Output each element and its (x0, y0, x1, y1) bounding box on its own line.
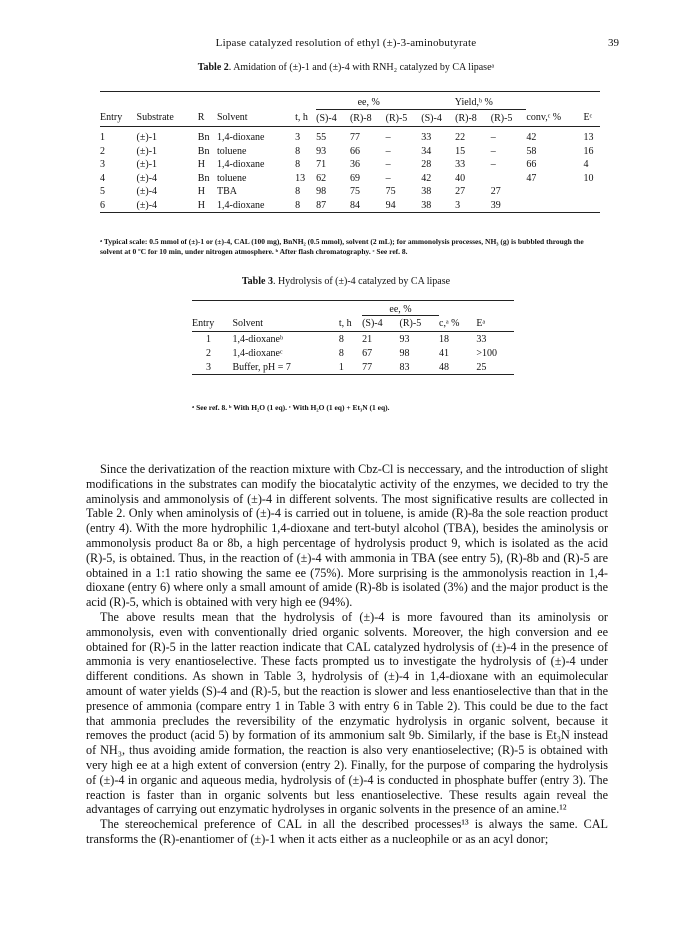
table-cell: – (490, 145, 496, 157)
table-cell: 67 (362, 347, 373, 359)
table-cell: 1 (206, 333, 211, 345)
page-number: 39 (608, 37, 619, 49)
table-cell: 84 (350, 199, 386, 213)
table-cell: – (385, 172, 391, 184)
table-cell: 1 (338, 361, 344, 373)
table-cell: (±)-4 (137, 199, 198, 213)
table-cell: 66 (349, 145, 360, 157)
table-cell: 8 (295, 186, 301, 198)
table-cell: 13 (295, 172, 306, 184)
table-cell: 1,4-dioxane (216, 159, 265, 171)
table2-col-header: R (198, 110, 217, 127)
table3-col-header: (R)-5 (400, 316, 439, 332)
table-cell: Bn (197, 145, 210, 157)
table-cell: 83 (399, 361, 410, 373)
table3-header-row (192, 316, 514, 332)
table-cell: – (490, 159, 496, 171)
table-cell: Bn (197, 132, 210, 144)
table-cell: 4 (583, 159, 589, 171)
table-cell: toluene (216, 145, 247, 157)
table3 (192, 300, 514, 375)
table2-col-header: (R)-5 (386, 110, 422, 127)
table2 (100, 91, 600, 213)
table-cell: 62 (316, 172, 327, 184)
body-text (86, 462, 608, 847)
table-cell: 8 (295, 145, 301, 157)
table-cell: 69 (349, 172, 360, 184)
table-cell: 18 (439, 333, 449, 345)
table-cell: (±)-4 (136, 172, 158, 184)
table-cell: (±)-1 (136, 159, 158, 171)
table-cell: 40 (455, 172, 466, 184)
table-cell: toluene (216, 172, 247, 184)
table-cell: 15 (455, 145, 466, 157)
table-cell: 77 (362, 361, 373, 373)
table-cell: 3 (206, 361, 211, 373)
table2-caption (0, 62, 692, 73)
table-row (100, 172, 600, 186)
table-cell: 22 (455, 132, 466, 144)
table-cell: 5 (100, 186, 105, 198)
table-cell: 93 (316, 145, 327, 157)
table-cell: H (197, 159, 206, 171)
table2-header-row (100, 110, 600, 127)
table2-caption-text: . Amidation of (±)-1 and (±)-4 with RNH₂ catalyzed by CA lipaseᵃ (228, 62, 495, 73)
table-cell (583, 199, 600, 213)
table-cell: 8 (338, 347, 344, 359)
table-cell: 39 (491, 199, 527, 213)
table3-caption (0, 276, 692, 287)
table-cell: 98 (399, 347, 410, 359)
table-cell: 4 (100, 172, 105, 184)
table-cell: – (385, 132, 391, 144)
table-cell: 1 (100, 132, 105, 144)
table2-col-header: Solvent (217, 110, 295, 127)
table-cell: 55 (316, 132, 327, 144)
table-cell: 48 (439, 361, 449, 373)
table-cell (526, 185, 583, 199)
table2-col-header: Substrate (137, 110, 198, 127)
table2-group-ee: ee, % (316, 92, 421, 110)
table-cell: 8 (338, 333, 344, 345)
table-row (100, 199, 600, 213)
table-cell: >100 (476, 347, 497, 359)
table-cell: 71 (316, 159, 327, 171)
table3-col-header: (S)-4 (362, 316, 399, 332)
table-cell: (±)-4 (136, 186, 158, 198)
table-cell: 10 (583, 172, 594, 184)
table2-col-header: Eᶜ (583, 110, 600, 127)
table-cell (583, 185, 600, 199)
table-row (192, 332, 514, 347)
table-cell: 16 (583, 145, 594, 157)
table-cell: TBA (216, 186, 237, 198)
table-cell: 3 (100, 159, 105, 171)
table-cell: 94 (386, 199, 422, 213)
table2-col-header: (R)-8 (350, 110, 386, 127)
table-cell: H (198, 199, 217, 213)
table2-group-yield: Yield,ᵇ % (421, 92, 526, 110)
paragraph: The above results mean that the hydrolysis of (±)-4 is more favoured than its aminolysis or ammonolysis, even with conventionally dried organic solvents. Moreover, the high conversion and ee obtained for (R)-5 in the latter reaction indicate that CAL catalyzed hydrolysis of (±)-4 in the presence of ammonia is very enantioselective. These facts prompted us to investigate the hydrolysis of (±)-4 under different conditions. As shown in Table 3, hydrolysis of (±)-4 in 1,4-dioxane with an equimolecular amount of water yields (S)-4 and (R)-5, but the reaction is slower and less enantioselective than that in the presence of ammonia (compare entry 1 in Table 3 with entry 6 in Table 2). This could be due to the fact that ammonia precludes the reversibility of the enzymatic hydrolysis in organic solvent, because it removes the product (acid 5) by formation of its ammonium salt 9b. Similarly, if the base is Et₃N instead of NH₃, thus avoiding amide formation, the reaction is also very enantioselective; (R)-5 is obtained with very high ee at a high extent of conversion (entry 2). Finally, for the purpose of comparing the hydrolysis of (±)-4 in organic and aqueous media, hydrolysis of (±)-4 is conducted in phosphate buffer (entry 3). The reaction is faster than in organic solvents but less enantioselective. These results again reveal the advantages of carrying out enzymatic hydrolyses in organic solvents in the presence of an amine.¹² (86, 609, 608, 817)
table-row (100, 145, 600, 159)
running-title: Lipase catalyzed resolution of ethyl (±)-3-aminobutyrate (215, 37, 477, 49)
table-cell: 2 (206, 347, 211, 359)
table-cell: – (490, 132, 496, 144)
table-cell: 25 (476, 361, 487, 373)
table-cell: 13 (583, 132, 594, 144)
table-cell: 21 (362, 333, 373, 345)
table-cell: 6 (100, 199, 137, 213)
table-row (100, 185, 600, 199)
table-cell (491, 172, 527, 186)
table-cell: 33 (476, 333, 487, 345)
table-cell: 75 (385, 186, 396, 198)
table2-col-header: Entry (100, 110, 137, 127)
table-cell: 34 (421, 145, 432, 157)
table-cell: 36 (349, 159, 360, 171)
table3-group-ee: ee, % (362, 301, 439, 316)
table-cell: 1,4-dioxaneᶜ (232, 347, 283, 359)
table-cell: 47 (526, 172, 537, 184)
table-row (100, 127, 600, 145)
table3-col-header: Solvent (232, 316, 338, 332)
table3-col-header: Eᵃ (476, 316, 514, 332)
table-cell: 27 (490, 186, 501, 198)
table-cell: 41 (439, 347, 449, 359)
table2-col-header: (S)-4 (421, 110, 455, 127)
table-cell: 42 (526, 132, 537, 144)
table2-col-header: conv,ᶜ % (526, 110, 583, 127)
table2-footnote: ᵃ Typical scale: 0.5 mmol of (±)-1 or (±)-4, CAL (100 mg), BnNH₂ (0.5 mmol), solvent (2 mL); for ammonolysis processes, NH₃ (g) is bubbled through the solvent at 0 ºC for 10 min, under nitrogen atmosphere. ᵇ After flash chromatography. ᶜ See ref. 8. (100, 237, 584, 256)
table-cell: 8 (295, 159, 301, 171)
table3-col-header: Entry (192, 316, 232, 332)
table-cell: 75 (349, 186, 360, 198)
table2-col-header: t, h (295, 110, 316, 127)
table-cell (526, 199, 583, 213)
table-cell: 3 (295, 132, 301, 144)
table-cell: Buffer, pH = 7 (232, 361, 291, 373)
table-cell: 42 (421, 172, 432, 184)
table-cell: (±)-1 (136, 145, 158, 157)
table-cell: 3 (455, 199, 491, 213)
table-cell: – (385, 159, 391, 171)
table-cell: – (385, 145, 391, 157)
table-cell: 33 (455, 159, 466, 171)
table-cell: 98 (316, 186, 327, 198)
table-cell: 38 (421, 186, 432, 198)
table2-caption-label: Table 2 (197, 62, 229, 73)
table-cell: H (197, 186, 206, 198)
table-cell: 8 (295, 199, 316, 213)
table3-col-header: t, h (339, 316, 362, 332)
table-cell: Bn (197, 172, 210, 184)
table2-col-header: (R)-5 (491, 110, 527, 127)
table2-col-header: (R)-8 (455, 110, 491, 127)
table-cell: 38 (421, 199, 455, 213)
table-cell: 27 (455, 186, 466, 198)
paragraph: Since the derivatization of the reaction mixture with Cbz-Cl is neccessary, and the introduction of slight modifications in the substrates can modify the biocatalytic activity of the enzymes, we decided to try the aminolysis and ammonolysis of (±)-4 in different solvents. The most significative results are collected in Table 2. Only when aminolysis of (±)-4 is carried out in toluene, is amide (R)-8a the sole reaction product (entry 4). With the more hydrophilic 1,4-dioxane and tert-butyl alcohol (TBA), besides the aminolysis or ammonolysis product 8a or 8b, a high percentage of hydrolysis product 9, which is isolated as the acid (R)-5, is obtained. Thus, in the reaction of (±)-4 with ammonia in TBA (see entry 5), (R)-8b and (R)-5 are obtained in a 1:1 ratio showing the same ee (75%). More surprising is the ammonolysis reaction in 1,4-dioxane (entry 6) where only a small amount of amide (R)-8b is isolated (3%) and the major product is the acid (R)-5, which is obtained with very high ee (94%). (86, 462, 608, 610)
table3-col-header: c,ᵃ % (439, 316, 476, 332)
table3-caption-label: Table 3 (241, 276, 273, 287)
table-row (192, 360, 514, 375)
table-cell: 1,4-dioxane (217, 199, 295, 213)
table-cell: 33 (421, 132, 432, 144)
table-cell: 93 (399, 333, 410, 345)
table-cell: 77 (349, 132, 360, 144)
table3-caption-text: . Hydrolysis of (±)-4 catalyzed by CA lipase (272, 276, 451, 287)
table-cell: 1,4-dioxane (216, 132, 265, 144)
table2-col-header: (S)-4 (316, 110, 350, 127)
table-cell: 28 (421, 159, 432, 171)
table3-footnote: ᵃ See ref. 8. ᵇ With H₂O (1 eq). ᶜ With H₂O (1 eq) + Et₃N (1 eq). (192, 403, 390, 412)
table-cell: 87 (316, 199, 350, 213)
table-row (192, 346, 514, 360)
table-cell: 58 (526, 145, 537, 157)
paragraph: The stereochemical preference of CAL in all the described processes¹³ is always the same. CAL transforms the (R)-enantiomer of (±)-1 when it acts either as a nucleophile or as an acyl donor; (86, 817, 608, 846)
table-cell: 66 (526, 159, 537, 171)
table-cell: 1,4-dioxaneᵇ (232, 333, 284, 345)
table-row (100, 158, 600, 172)
table-cell: (±)-1 (136, 132, 158, 144)
table-cell: 2 (100, 145, 105, 157)
